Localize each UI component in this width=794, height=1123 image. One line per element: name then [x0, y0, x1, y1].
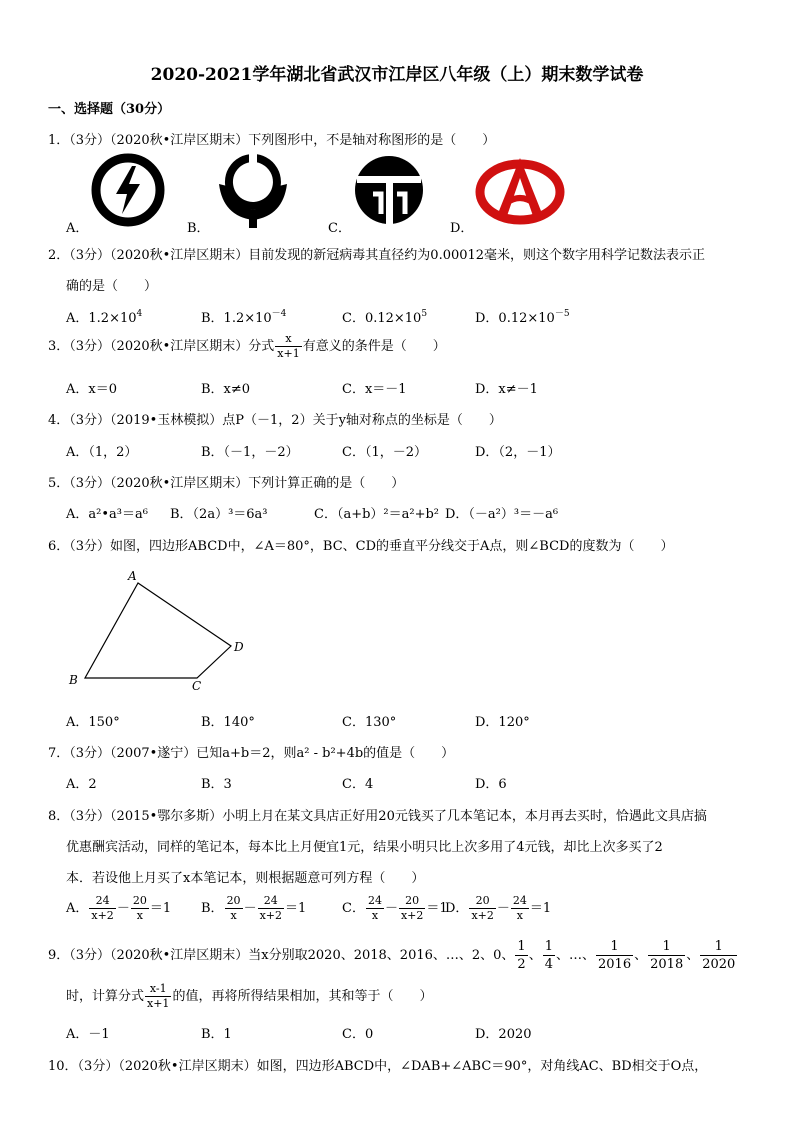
text-q8-dx: x: [230, 909, 237, 922]
text-q9-ellipsis: 、…、: [556, 948, 596, 963]
q5-option-b: B．（2a）³＝6a³: [170, 507, 268, 522]
question-7-stem: 7．（3分）（2007•遂宁）已知a+b＝2，则a² - b²+4b的值是（ ）: [48, 746, 455, 761]
text-q2-a_exp: 4: [136, 309, 143, 319]
page-title: 2020-2021学年湖北省武汉市江岸区八年级（上）期末数学试卷: [150, 65, 644, 85]
vertex-label-d: D: [234, 640, 244, 654]
text-q9-line2_post: 的值，再将所得结果相加，其和等于（ ）: [172, 989, 433, 1004]
q5-option-a: A．a²•a³＝a⁶: [66, 507, 148, 522]
q1-option-c: C．: [328, 221, 351, 236]
vertex-label-a: A: [128, 569, 137, 583]
q1-option-b: B．: [187, 221, 210, 236]
text-q2-d_exp: －5: [554, 309, 570, 319]
q4-option-c: C．（1，－2）: [342, 445, 427, 460]
text-q8-eq: ＝1: [529, 901, 552, 916]
q3-option-b: B．x≠0: [201, 382, 251, 397]
q8-option-d: [445, 894, 551, 923]
text-q9-one: 1: [648, 938, 685, 956]
text-q9-d2: 2: [517, 957, 526, 972]
q2-option-b: [201, 307, 286, 326]
text-q8-eq: ＝1: [149, 901, 172, 916]
q1-option-a: A．: [66, 221, 89, 236]
text-q8-dx2: x+2: [471, 909, 494, 922]
text-q9-d2020: 2020: [702, 957, 736, 972]
question-10-stem: 10．（3分）（2020秋•江岸区期末）如图，四边形ABCD中，∠DAB+∠ABC＝90°，对角线AC、BD相交于O点，: [48, 1059, 708, 1074]
red-car-logo-figure: [475, 154, 565, 226]
vertex-label-c: C: [192, 679, 202, 693]
text-q9-sep: 、: [634, 948, 648, 963]
text-q9-one: 1: [517, 939, 526, 954]
text-q8-minus: －: [116, 901, 130, 916]
text-q8-dx2: x+2: [400, 909, 424, 922]
text-q8-n24: 24: [89, 894, 115, 909]
q6-option-d: D．120°: [475, 715, 530, 730]
q7-option-b: B．3: [201, 777, 232, 792]
question-4-stem: 4．（3分）（2019•玉林模拟）点P（－1，2）关于y轴对称点的坐标是（ ）: [48, 413, 502, 428]
text-q2-a: A．1.2×10: [66, 311, 137, 326]
ring-logo-figure: [213, 150, 293, 230]
q2-option-d: [475, 307, 570, 326]
text-q9-num: x-1: [145, 982, 171, 997]
q8-option-c: [342, 894, 448, 923]
text-q9-one: 1: [700, 938, 737, 956]
text-q8-b_label: B．: [201, 901, 224, 916]
text-q9-one: 1: [596, 938, 633, 956]
q5-option-d: D．（－a²）³＝－a⁶: [445, 507, 559, 522]
q4-option-b: B．（－1，－2）: [201, 445, 299, 460]
q1-option-d: D．: [450, 221, 474, 236]
q7-option-a: A．2: [66, 777, 97, 792]
question-6-stem: 6．（3分）如图，四边形ABCD中，∠A＝80°，BC、CD的垂直平分线交于A点，则∠BCD的度数为（ ）: [48, 539, 674, 554]
question-9-line1: [48, 938, 738, 973]
q8-option-b: [201, 894, 306, 923]
text-q8-dx: x: [136, 909, 143, 922]
text-q8-n20: 20: [132, 894, 147, 907]
text-q8-c_label: C．: [342, 901, 365, 916]
text-q8-n24: 24: [367, 894, 382, 907]
text-q8-minus: －: [243, 901, 257, 916]
text-q9-line1: 9．（3分）（2020秋•江岸区期末）当x分别取2020、2018、2016、…、2、0、: [48, 948, 515, 963]
quadrilateral-abcd-figure: [60, 566, 260, 696]
q6-option-b: B．140°: [201, 715, 255, 730]
q6-option-c: C．130°: [342, 715, 397, 730]
text-q3-den: x+1: [277, 347, 300, 360]
text-q9-sep: 、: [686, 948, 700, 963]
text-q8-dx2: x+2: [259, 909, 282, 922]
q7-option-d: D．6: [475, 777, 507, 792]
circle-logo-figure: [353, 154, 425, 226]
q3-option-c: C．x＝－1: [342, 382, 407, 397]
text-q8-d_label: D．: [445, 901, 469, 916]
text-q9-d2018: 2018: [650, 957, 684, 972]
q5-option-c: C．（a+b）²＝a²+b²: [314, 507, 440, 522]
text-q8-dx: x: [371, 909, 379, 922]
question-8-line1: 8．（3分）（2015•鄂尔多斯）小明上月在某文具店正好用20元钱买了几本笔记本，本月再去买时，恰遇此文具店搞: [48, 809, 707, 824]
text-q8-eq: ＝1: [426, 901, 448, 916]
text-q9-den: x+1: [147, 997, 170, 1010]
text-q8-n24: 24: [258, 894, 284, 909]
text-q8-n20: 20: [399, 894, 425, 909]
text-q9-sep: 、: [528, 948, 542, 963]
question-2-line2: 确的是（ ）: [66, 279, 158, 294]
text-q2-c: C．0.12×10: [342, 311, 422, 326]
question-5-stem: 5．（3分）（2020秋•江岸区期末）下列计算正确的是（ ）: [48, 476, 405, 491]
q4-option-d: D．（2，－1）: [475, 445, 561, 460]
question-1-stem: 1．（3分）（2020秋•江岸区期末）下列图形中，不是轴对称图形的是（ ）: [48, 133, 496, 148]
q9-option-c: C．0: [342, 1027, 374, 1042]
vertex-label-b: B: [69, 673, 78, 687]
text-q2-d: D．0.12×10: [475, 311, 555, 326]
fraction: [275, 332, 301, 361]
text-q8-a_label: A．: [66, 901, 89, 916]
text-q3-num: x: [275, 332, 301, 347]
q2-option-c: [342, 307, 427, 326]
text-q9-d2016: 2016: [598, 957, 632, 972]
q3-option-a: A．x＝0: [66, 382, 117, 397]
text-q8-eq: ＝1: [285, 901, 307, 916]
text-q8-n20: 20: [469, 894, 495, 909]
q6-option-a: A．150°: [66, 715, 120, 730]
q3-option-d: D．x≠－1: [475, 382, 538, 397]
question-8-line3: 本．若设他上月买了x本笔记本，则根据题意可列方程（ ）: [66, 871, 425, 886]
lightning-logo-figure: [90, 152, 166, 228]
text-q2-b_exp: －4: [271, 309, 287, 319]
text-q8-dx: x: [516, 909, 523, 922]
q2-option-a: [66, 307, 142, 326]
q8-option-a: [66, 894, 171, 923]
text-q2-b: B．1.2×10: [201, 311, 272, 326]
question-3-stem: [48, 332, 446, 361]
q7-option-c: C．4: [342, 777, 374, 792]
q4-option-a: A．（1，2）: [66, 445, 138, 460]
text-q9-one: 1: [544, 939, 553, 954]
text-q9-line2_pre: 时，计算分式: [66, 989, 145, 1004]
text-q2-c_exp: 5: [421, 309, 428, 319]
section-heading: 一、选择题（30分）: [48, 102, 171, 117]
text-q8-n24: 24: [512, 894, 527, 907]
text-q3-post: 有意义的条件是（ ）: [302, 339, 446, 354]
text-q9-d4: 4: [544, 957, 553, 972]
q9-option-b: B．1: [201, 1027, 232, 1042]
text-q8-minus: －: [384, 901, 398, 916]
question-2-line1: 2．（3分）（2020秋•江岸区期末）目前发现的新冠病毒其直径约为0.00012毫米，则这个数字用科学记数法表示正: [48, 248, 706, 263]
question-8-line2: 优惠酬宾活动，同样的笔记本，每本比上月便宜1元，结果小明只比上次多用了4元钱，却比上次多买了2: [66, 840, 663, 855]
question-9-line2: [66, 982, 432, 1011]
q9-option-a: A．－1: [66, 1027, 110, 1042]
text-q8-dx2: x+2: [91, 909, 114, 922]
text-q8-minus: －: [496, 901, 510, 916]
text-q3-pre: 3．（3分）（2020秋•江岸区期末）分式: [48, 339, 275, 354]
q9-option-d: D．2020: [475, 1027, 532, 1042]
text-q8-n20: 20: [226, 894, 241, 907]
